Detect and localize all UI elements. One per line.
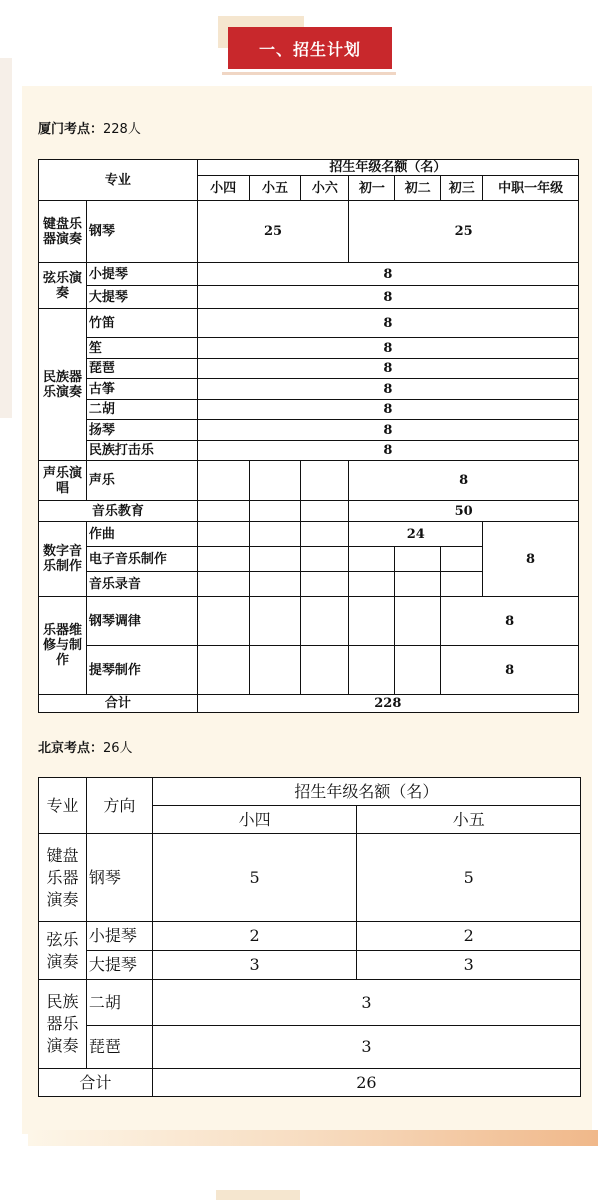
empty-cell: [301, 461, 349, 501]
empty-cell: [197, 646, 249, 695]
category-keyboard: 键盘乐器演奏: [39, 201, 87, 263]
grade-header: 初二: [395, 176, 441, 201]
major-cello: 大提琴: [86, 951, 152, 980]
category-digital-music: 数字音乐制作: [39, 522, 87, 597]
major-folk-percussion: 民族打击乐: [86, 441, 197, 461]
footer-decoration: [216, 1190, 300, 1200]
grade-header: 初一: [349, 176, 395, 201]
empty-cell: [197, 461, 249, 501]
empty-cell: [441, 572, 483, 597]
major-yangqin: 扬琴: [86, 420, 197, 441]
grade-header: 小五: [357, 806, 581, 834]
category-folk: 民族器乐演奏: [39, 309, 87, 461]
major-erhu: 二胡: [86, 980, 152, 1026]
empty-cell: [349, 597, 395, 646]
empty-cell: [249, 501, 301, 522]
quota-header: 招生年级名额（名）: [152, 778, 580, 806]
quota-header: 招生年级名额（名）: [197, 160, 578, 176]
quota-cell: 5: [152, 834, 357, 922]
quota-cell: 25: [197, 201, 349, 263]
quota-cell: 5: [357, 834, 581, 922]
major-electronic-music: 电子音乐制作: [86, 547, 197, 572]
beijing-quota-table: [38, 777, 581, 1097]
major-violin-making: 提琴制作: [86, 646, 197, 695]
major-cello: 大提琴: [86, 286, 197, 309]
quota-cell: 8: [197, 441, 578, 461]
section-title: 一、招生计划: [228, 27, 392, 69]
quota-cell: 8: [197, 309, 578, 338]
quota-cell: 8: [197, 338, 578, 359]
quota-cell: 3: [357, 951, 581, 980]
major-pipa: 琵琶: [86, 359, 197, 379]
major-header: 专业: [39, 160, 198, 201]
category-vocal: 声乐演唱: [39, 461, 87, 501]
quota-cell: 3: [152, 980, 580, 1026]
header-underline: [222, 72, 396, 75]
major-violin: 小提琴: [86, 263, 197, 286]
total-label: 合计: [39, 695, 198, 713]
category-strings: 弦乐演奏: [39, 922, 87, 980]
grade-header: 初三: [441, 176, 483, 201]
empty-cell: [249, 461, 301, 501]
major-header: 专业: [39, 778, 87, 834]
empty-cell: [249, 522, 301, 547]
empty-cell: [301, 501, 349, 522]
xiamen-quota-table: [38, 159, 579, 713]
direction-header: 方向: [86, 778, 152, 834]
quota-cell: 8: [441, 646, 579, 695]
major-recording: 音乐录音: [86, 572, 197, 597]
grade-header: 小四: [152, 806, 357, 834]
grade-header: 小六: [301, 176, 349, 201]
grade-header: 中职一年级: [483, 176, 579, 201]
empty-cell: [197, 522, 249, 547]
major-violin: 小提琴: [86, 922, 152, 951]
empty-cell: [395, 646, 441, 695]
empty-cell: [249, 572, 301, 597]
quota-cell: 50: [349, 501, 579, 522]
quota-cell: 8: [483, 522, 579, 597]
quota-cell: 8: [197, 286, 578, 309]
major-piano-tuning: 钢琴调律: [86, 597, 197, 646]
category-folk: 民族器乐演奏: [39, 980, 87, 1069]
empty-cell: [349, 547, 395, 572]
decorative-edge: [0, 58, 12, 418]
quota-cell: 2: [357, 922, 581, 951]
major-piano: 钢琴: [86, 834, 152, 922]
quota-cell: 24: [349, 522, 483, 547]
empty-cell: [441, 547, 483, 572]
total-value: 26: [152, 1069, 580, 1097]
major-music-education: 音乐教育: [39, 501, 198, 522]
beijing-site-label: 北京考点：26人: [38, 741, 133, 756]
grade-header: 小四: [197, 176, 249, 201]
quota-cell: 3: [152, 1026, 580, 1069]
grade-header: 小五: [249, 176, 301, 201]
quota-cell: 8: [197, 359, 578, 379]
empty-cell: [249, 646, 301, 695]
empty-cell: [249, 547, 301, 572]
empty-cell: [301, 522, 349, 547]
total-value: 228: [197, 695, 578, 713]
major-sheng: 笙: [86, 338, 197, 359]
category-strings: 弦乐演奏: [39, 263, 87, 309]
quota-cell: 8: [197, 263, 578, 286]
major-vocal: 声乐: [86, 461, 197, 501]
empty-cell: [301, 597, 349, 646]
category-instrument-repair: 乐器维修与制作: [39, 597, 87, 695]
major-dizi: 竹笛: [86, 309, 197, 338]
empty-cell: [395, 547, 441, 572]
empty-cell: [301, 572, 349, 597]
quota-cell: 8: [197, 420, 578, 441]
empty-cell: [197, 597, 249, 646]
empty-cell: [349, 572, 395, 597]
quota-cell: 8: [197, 400, 578, 420]
category-keyboard: 键盘乐器演奏: [39, 834, 87, 922]
major-guzheng: 古筝: [86, 379, 197, 400]
total-label: 合计: [39, 1069, 153, 1097]
quota-cell: 3: [152, 951, 357, 980]
quota-cell: 8: [349, 461, 579, 501]
major-pipa: 琵琶: [86, 1026, 152, 1069]
quota-cell: 2: [152, 922, 357, 951]
quota-cell: 8: [441, 597, 579, 646]
quota-cell: 25: [349, 201, 579, 263]
quota-cell: 8: [197, 379, 578, 400]
major-erhu: 二胡: [86, 400, 197, 420]
xiamen-site-label: 厦门考点：228人: [38, 122, 141, 137]
bottom-decoration: [28, 1130, 598, 1146]
empty-cell: [301, 547, 349, 572]
empty-cell: [197, 501, 249, 522]
empty-cell: [197, 547, 249, 572]
empty-cell: [301, 646, 349, 695]
empty-cell: [395, 597, 441, 646]
empty-cell: [349, 646, 395, 695]
major-piano: 钢琴: [86, 201, 197, 263]
empty-cell: [395, 572, 441, 597]
major-composition: 作曲: [86, 522, 197, 547]
empty-cell: [249, 597, 301, 646]
empty-cell: [197, 572, 249, 597]
